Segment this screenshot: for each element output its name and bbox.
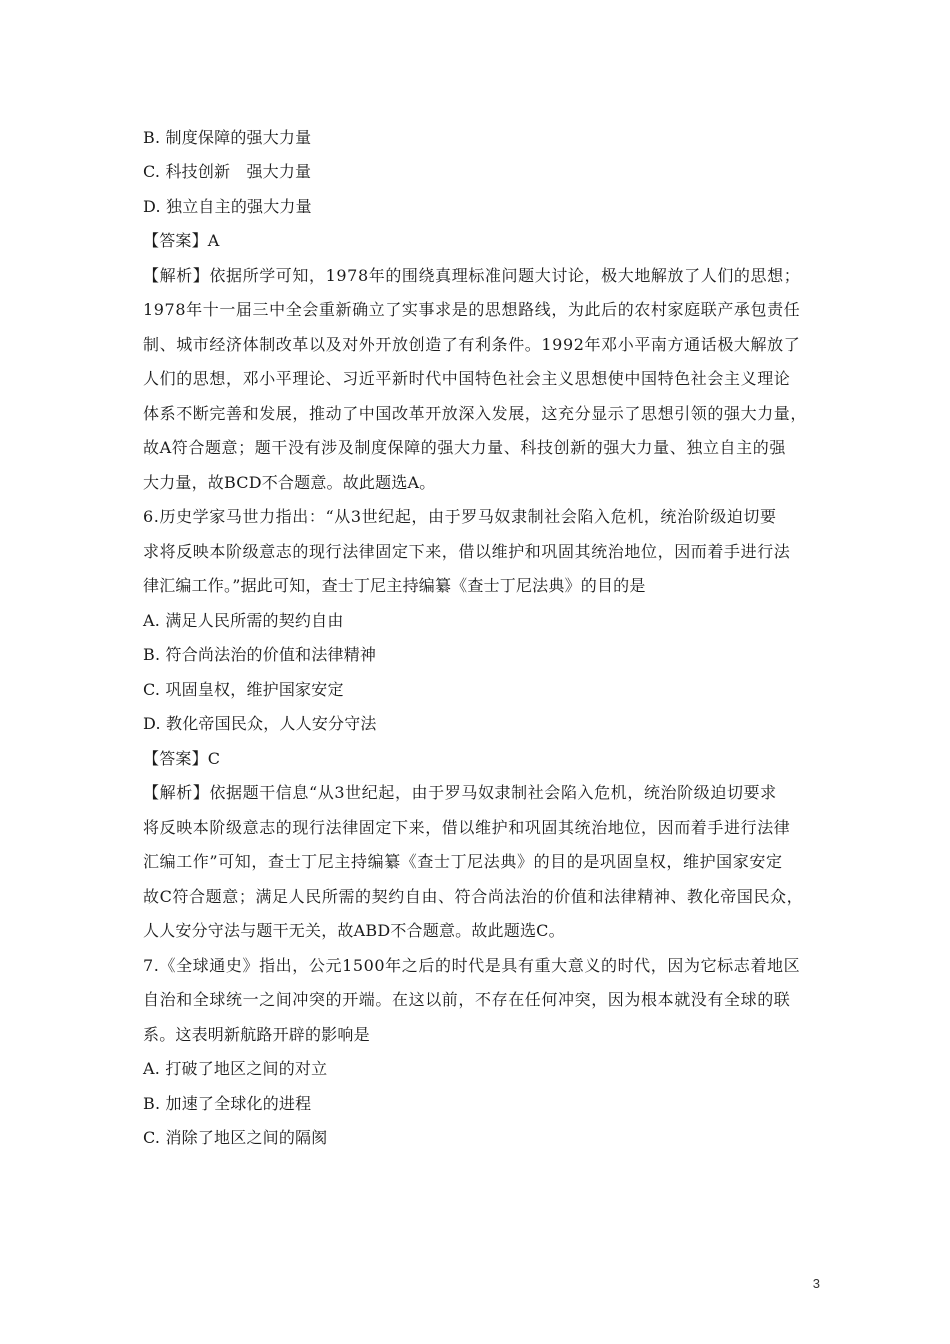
q7-option-c: C. 消除了地区之间的隔阂 — [143, 1128, 328, 1147]
q5-analysis-line: 体系不断完善和发展，推动了中国改革开放深入发展，这充分显示了思想引领的强大力量， — [143, 404, 808, 423]
q5-analysis-line: 制、城市经济体制改革以及对外开放创造了有利条件。1992年邓小平南方通话极大解放了 — [143, 335, 801, 354]
q6-analysis-line: 人人安分守法与题干无关，故ABD不合题意。故此题选C。 — [143, 921, 565, 940]
q6-analysis-line: 【解析】依据题干信息“从3世纪起，由于罗马奴隶制社会陷入危机，统治阶级迫切要求 — [143, 783, 777, 802]
q5-option-d: D. 独立自主的强大力量 — [143, 197, 312, 216]
q6-stem-line: 求将反映本阶级意志的现行法律固定下来，借以维护和巩固其统治地位，因而着手进行法 — [143, 542, 791, 561]
q5-option-b: B. 制度保障的强大力量 — [143, 128, 312, 147]
q6-option-a: A. 满足人民所需的契约自由 — [143, 611, 344, 630]
q7-stem-line: 自治和全球统一之间冲突的开端。在这以前，不存在任何冲突，因为根本就没有全球的联 — [143, 990, 791, 1009]
q6-analysis-line: 故C符合题意；满足人民所需的契约自由、符合尚法治的价值和法律精神、教化帝国民众， — [143, 887, 804, 906]
q7-option-a: A. 打破了地区之间的对立 — [143, 1059, 328, 1078]
q6-analysis-line: 将反映本阶级意志的现行法律固定下来，借以维护和巩固其统治地位，因而着手进行法律 — [143, 818, 791, 837]
q5-analysis-line: 【解析】依据所学可知，1978年的围绕真理标准问题大讨论，极大地解放了人们的思想； — [143, 266, 801, 285]
q5-option-c: C. 科技创新 强大力量 — [143, 162, 312, 181]
q6-option-d: D. 教化帝国民众，人人安分守法 — [143, 714, 377, 733]
q5-analysis-line: 1978年十一届三中全会重新确立了实事求是的思想路线，为此后的农村家庭联产承包责任 — [143, 300, 801, 319]
q5-analysis-line: 大力量，故BCD不合题意。故此题选A。 — [143, 473, 436, 492]
q6-answer: 【答案】C — [143, 749, 221, 768]
q6-stem-line: 6.历史学家马世力指出：“从3世纪起，由于罗马奴隶制社会陷入危机，统治阶级迫切要 — [143, 507, 777, 526]
q5-analysis-line: 人们的思想，邓小平理论、习近平新时代中国特色社会主义思想使中国特色社会主义理论 — [143, 369, 791, 388]
q5-analysis-line: 故A符合题意；题干没有涉及制度保障的强大力量、科技创新的强大力量、独立自主的强 — [143, 438, 786, 457]
q7-stem-line: 系。这表明新航路开辟的影响是 — [143, 1025, 370, 1044]
q7-stem-line: 7.《全球通史》指出，公元1500年之后的时代是具有重大意义的时代，因为它标志着地区 — [143, 956, 801, 975]
q7-option-b: B. 加速了全球化的进程 — [143, 1094, 312, 1113]
q6-stem-line: 律汇编工作。”据此可知，查士丁尼主持编纂《查士丁尼法典》的目的是 — [143, 576, 646, 595]
q6-analysis-line: 汇编工作”可知，查士丁尼主持编纂《查士丁尼法典》的目的是巩固皇权，维护国家安定 — [143, 852, 783, 871]
q6-option-b: B. 符合尚法治的价值和法律精神 — [143, 645, 377, 664]
q6-option-c: C. 巩固皇权，维护国家安定 — [143, 680, 344, 699]
q5-answer: 【答案】A — [143, 231, 220, 250]
page-number: 3 — [812, 1276, 820, 1291]
